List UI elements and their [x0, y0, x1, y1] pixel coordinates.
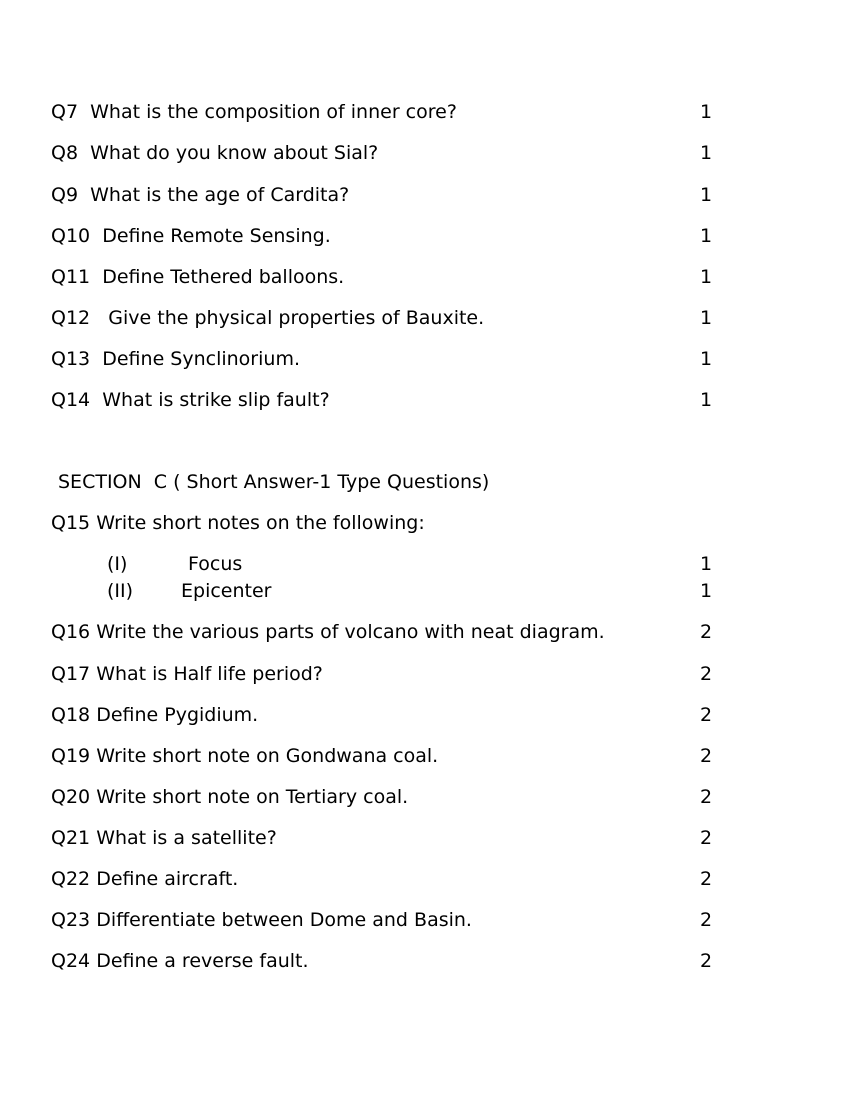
question-number: Q24	[51, 950, 91, 972]
question-marks: 1	[700, 389, 713, 411]
question-text: Write short note on Tertiary coal.	[96, 786, 409, 808]
question-number: Q9	[51, 184, 79, 206]
question-number: Q15	[51, 512, 91, 534]
question-marks: 2	[700, 950, 713, 972]
question-marks: 2	[700, 745, 713, 767]
question-number: Q12	[51, 307, 91, 329]
question-marks: 1	[700, 580, 713, 602]
question-marks: 2	[700, 786, 713, 808]
question-text: Write short notes on the following:	[96, 512, 425, 534]
subpart-text: Focus	[188, 553, 243, 575]
question-text: Define Pygidium.	[96, 704, 259, 726]
question-number: Q17	[51, 663, 91, 685]
question-number: Q20	[51, 786, 91, 808]
question-text: Define a reverse fault.	[96, 950, 309, 972]
question-q12	[51, 307, 484, 329]
question-number: Q7	[51, 101, 79, 123]
question-q11	[51, 266, 344, 288]
question-marks: 1	[700, 553, 713, 575]
question-text: What is the age of Cardita?	[90, 184, 350, 206]
question-marks: 2	[700, 827, 713, 849]
question-marks: 2	[700, 909, 713, 931]
question-number: Q19	[51, 745, 91, 767]
question-number: Q11	[51, 266, 91, 288]
section-heading: SECTION C ( Short Answer-1 Type Questions)	[58, 471, 490, 493]
question-text: What is a satellite?	[96, 827, 277, 849]
subpart-text: Epicenter	[181, 580, 272, 602]
subpart-label: (II)	[107, 580, 134, 602]
question-text: Define Tethered balloons.	[102, 266, 345, 288]
question-marks: 2	[700, 663, 713, 685]
question-marks: 1	[700, 307, 713, 329]
question-text: Define aircraft.	[96, 868, 239, 890]
question-marks: 1	[700, 266, 713, 288]
question-marks: 1	[700, 225, 713, 247]
question-q19	[51, 745, 438, 767]
question-q9	[51, 184, 349, 206]
question-marks: 1	[700, 184, 713, 206]
question-text: What is Half life period?	[96, 663, 323, 685]
question-q13	[51, 348, 300, 370]
question-q21	[51, 827, 277, 849]
question-text: Differentiate between Dome and Basin.	[96, 909, 472, 931]
question-q7	[51, 101, 457, 123]
question-text: What do you know about Sial?	[90, 142, 379, 164]
question-marks: 1	[700, 101, 713, 123]
question-q10	[51, 225, 331, 247]
question-q14	[51, 389, 330, 411]
question-marks: 2	[700, 621, 713, 643]
question-q8	[51, 142, 378, 164]
question-q20	[51, 786, 408, 808]
question-q15	[51, 512, 425, 534]
question-number: Q8	[51, 142, 79, 164]
question-number: Q14	[51, 389, 91, 411]
question-q17	[51, 663, 323, 685]
question-text: Give the physical properties of Bauxite.	[108, 307, 485, 329]
question-q22	[51, 868, 238, 890]
question-text: Write the various parts of volcano with neat diagram.	[96, 621, 605, 643]
question-marks: 1	[700, 348, 713, 370]
question-q18	[51, 704, 258, 726]
question-marks: 2	[700, 868, 713, 890]
question-text: What is strike slip fault?	[102, 389, 330, 411]
subpart-label: (I)	[107, 553, 128, 575]
question-number: Q21	[51, 827, 91, 849]
question-number: Q16	[51, 621, 91, 643]
question-number: Q18	[51, 704, 91, 726]
question-text: Define Synclinorium.	[102, 348, 300, 370]
question-q24	[51, 950, 309, 972]
question-number: Q13	[51, 348, 91, 370]
question-marks: 2	[700, 704, 713, 726]
question-number: Q10	[51, 225, 91, 247]
question-number: Q23	[51, 909, 91, 931]
question-q23	[51, 909, 472, 931]
question-text: Define Remote Sensing.	[102, 225, 331, 247]
question-text: What is the composition of inner core?	[90, 101, 457, 123]
question-text: Write short note on Gondwana coal.	[96, 745, 439, 767]
question-marks: 1	[700, 142, 713, 164]
question-q16	[51, 621, 605, 643]
question-number: Q22	[51, 868, 91, 890]
